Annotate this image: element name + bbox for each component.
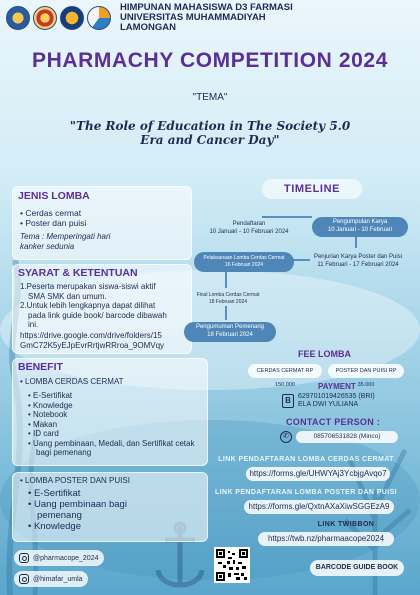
timeline-item-date: 18 Februari 2024 <box>207 331 253 338</box>
tema-note-line: kanker sedunia <box>20 241 75 251</box>
timeline-item-label: Final Lomba Cerdas Cermat <box>196 292 260 298</box>
cerdas-link-label: LINK PENDAFTARAN LOMBA CERDAS CERMAT <box>218 456 394 463</box>
institution-line: HIMPUNAN MAHASISWA D3 FARMASI <box>120 2 293 13</box>
benefit-title: BENEFIT <box>18 361 63 373</box>
syarat-line: SMA SMK dan umum. <box>28 291 107 301</box>
cerdas-benefit-title-text: LOMBA CERDAS CERMAT <box>25 377 124 386</box>
timeline-item-date: 10 Januari - 10 Februari 2024 <box>209 228 289 235</box>
contact-title: CONTACT PERSON : <box>286 417 381 427</box>
timeline-title: TIMELINE <box>262 179 362 199</box>
bank-icon: B <box>282 394 294 408</box>
guidebook-link[interactable] <box>20 331 190 350</box>
payment-detail <box>298 393 375 409</box>
tema-label: "TEMA" <box>192 92 228 103</box>
instagram-handle-text: @pharmacope_2024 <box>33 554 99 562</box>
theme-line: Era and Cancer Day" <box>140 133 280 147</box>
guidebook-link-line[interactable]: https://drive.google.com/drive/folders/15 <box>20 331 162 340</box>
header <box>6 2 293 33</box>
timeline-connector <box>262 216 312 218</box>
fee-title: FEE LOMBA <box>298 349 351 359</box>
list-item: • Knowledge <box>28 401 206 411</box>
list-item: • Knowledge <box>28 521 81 532</box>
contact-info <box>280 431 398 443</box>
timeline-connector <box>355 236 357 248</box>
fee-poster: POSTER DAN PUISI RP 35.000 <box>328 364 404 378</box>
timeline-item-date: 16 Februari 2024 <box>224 261 264 268</box>
institution-line: UNIVERSITAS MUHAMMADIYAH <box>120 12 266 23</box>
timeline-item <box>300 252 416 272</box>
payment-account: 629701019426535 (BRI) <box>298 393 375 400</box>
barcode-guide-book-button[interactable]: BARCODE GUIDE BOOK <box>310 560 404 576</box>
jenis-lomba-list <box>20 208 86 228</box>
whatsapp-icon: ✆ <box>280 431 292 443</box>
timeline-connector <box>225 272 227 288</box>
guidebook-link-line[interactable]: GmC72K5yEJpEvrRrtjwRRroa_9OMVqy <box>20 340 165 350</box>
list-item: • Makan <box>28 420 206 430</box>
university-logo-icon <box>6 6 30 30</box>
twibbon-link-label: LINK TWIBBON <box>317 521 375 528</box>
list-item: • Notebook <box>28 410 206 420</box>
timeline-item-label: Pendaftaran <box>232 221 266 227</box>
timeline-item-label: Pelaksanaan Lomba Cerdas Cermat <box>203 255 285 261</box>
jenis-lomba-title: JENIS LOMBA <box>18 190 90 202</box>
instagram-handle[interactable] <box>14 550 104 566</box>
timeline-item <box>178 290 278 310</box>
institution-name <box>120 3 293 33</box>
instagram-icon <box>19 574 29 584</box>
cerdas-link[interactable]: https://forms.gle/UHWYAj3YcbjgAvqo7 <box>246 467 390 481</box>
list-item: • ID card <box>28 429 206 439</box>
timeline-item-label: Pengumpulan Karya <box>332 219 388 225</box>
theme-line: "The Role of Education in The Society 5.0 <box>69 119 351 133</box>
timeline-item-label: Pengumuman Pemenang <box>195 324 265 330</box>
instagram-icon <box>19 553 29 563</box>
instagram-handle[interactable] <box>14 571 88 587</box>
list-item: • E-Sertifikat <box>28 488 127 499</box>
list-item: • Uang pembinaan bagi <box>28 499 127 510</box>
tema-note-line: Tema : Memperingati hari <box>20 232 111 241</box>
twibbon-link[interactable]: https://twb.nz/pharmaacope2024 <box>258 532 394 546</box>
syarat-line: 1.Peserta merupakan siswa-siswi aktif <box>20 282 156 291</box>
timeline-item <box>194 252 294 272</box>
cerdas-benefit-list <box>28 391 206 448</box>
theme-text <box>60 119 360 147</box>
syarat-line: pada link guide book/ barcode dibawah <box>28 310 167 320</box>
poster-link-label: LINK PENDAFTARAN LOMBA POSTER DAN PUISI <box>214 489 398 496</box>
list-item: • Cerdas cermat <box>20 208 86 218</box>
poster-benefit-title: • LOMBA POSTER DAN PUISI <box>20 476 130 485</box>
himafar-logo-icon <box>60 6 84 30</box>
list-item: • Poster dan puisi <box>20 218 86 228</box>
page-title: PHARMACHY COMPETITION 2024 <box>32 49 388 72</box>
timeline-item-date: 18 Februari 2024 <box>208 298 248 305</box>
muhammadiyah-logo-icon <box>33 6 57 30</box>
poster-benefit-title-text: LOMBA POSTER DAN PUISI <box>25 476 130 485</box>
poster-link[interactable]: https://forms.gle/QxtnAXaXiwSGGEzA9 <box>244 500 394 514</box>
cerdas-benefit-last-cont: bagi pemenang <box>36 448 92 457</box>
timeline-item <box>312 217 408 237</box>
timeline-item-label: Penjurian Karya Poster dan Puisi <box>313 254 403 260</box>
timeline-item <box>194 219 304 239</box>
instagram-handle-text: @himafar_umla <box>33 575 83 583</box>
list-item: • Uang pembinaan, Medali, dan Sertifikat cetak <box>28 439 206 449</box>
timeline-item <box>184 322 276 342</box>
payment-title: PAYMENT <box>318 382 356 391</box>
poster-benefit-cont: pemenang <box>37 510 82 521</box>
syarat-title: SYARAT & KETENTUAN <box>18 267 138 279</box>
pharmacope-logo-icon <box>87 6 111 30</box>
contact-phone[interactable]: 085706531828 (Minco) <box>296 431 398 443</box>
cerdas-benefit-title: • LOMBA CERDAS CERMAT <box>20 377 124 386</box>
list-item: • E-Sertifikat <box>28 391 206 401</box>
syarat-list <box>20 282 190 330</box>
institution-line: LAMONGAN <box>120 22 176 33</box>
tema-note <box>20 232 110 251</box>
payment-info <box>282 393 375 409</box>
poster-benefit-list <box>28 488 127 510</box>
timeline-item-date: 10 Januari - 10 Februari <box>327 226 393 233</box>
poster-benefit-list <box>28 521 81 532</box>
syarat-line: 2.Untuk lebih lengkapnya dapat dilihat <box>20 301 156 310</box>
payment-name: ELA DWI YULIANA <box>298 401 359 408</box>
timeline-item-date: 11 Februari - 17 Februari 2024 <box>317 261 399 268</box>
qr-code-icon[interactable] <box>214 547 250 583</box>
syarat-line: ini. <box>28 320 39 329</box>
fee-cerdas: CERDAS CERMAT RP 150.000 <box>248 364 322 378</box>
